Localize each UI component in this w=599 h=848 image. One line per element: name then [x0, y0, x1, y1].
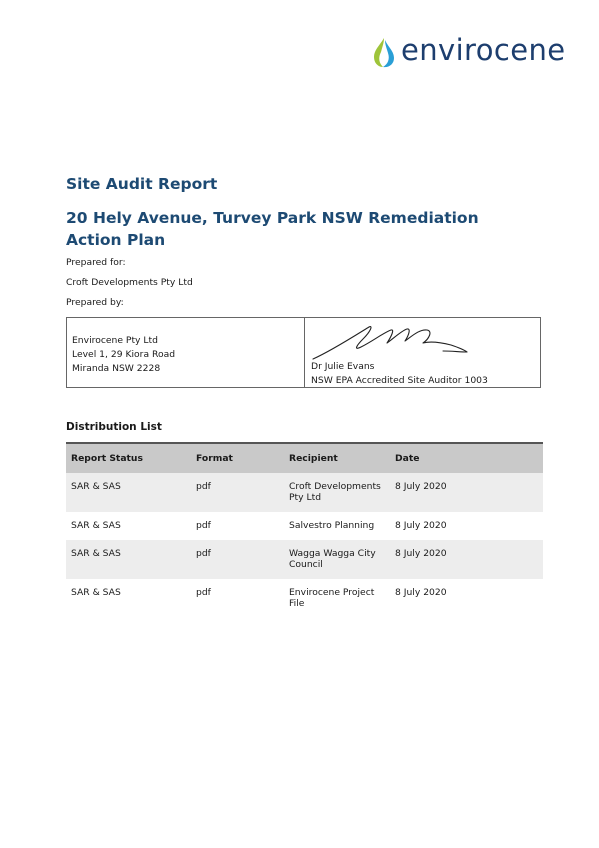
table-cell: Salvestro Planning — [289, 520, 375, 531]
table-header-row — [66, 443, 543, 473]
table-row — [66, 473, 543, 512]
table-cell: Croft Developments Pty Ltd — [284, 473, 390, 512]
address-line: Miranda NSW 2228 — [72, 363, 161, 374]
table-row — [66, 540, 543, 579]
prepared-for-value: Croft Developments Pty Ltd — [66, 277, 193, 288]
table-cell: SAR & SAS — [71, 520, 121, 531]
table-cell: 8 July 2020 — [395, 587, 447, 598]
column-header: Date — [390, 443, 543, 473]
auditor-signature — [311, 321, 481, 361]
report-title: Site Audit Report — [66, 175, 218, 193]
logo-wordmark: envirocene — [401, 33, 566, 67]
table-cell: Wagga Wagga City Council — [284, 540, 390, 579]
distribution-table — [66, 442, 543, 618]
column-header: Recipient — [284, 443, 390, 473]
table-row — [66, 512, 543, 540]
table-cell: Envirocene Project File — [289, 587, 375, 609]
table-cell: pdf — [196, 520, 211, 531]
envirocene-logo — [370, 33, 575, 72]
distribution-heading: Distribution List — [66, 421, 162, 433]
box-divider — [304, 318, 305, 387]
water-drop-logo-icon — [370, 36, 400, 70]
table-cell: 8 July 2020 — [395, 520, 447, 531]
address-line: Level 1, 29 Kiora Road — [72, 349, 176, 360]
prepared-by-box — [66, 317, 541, 388]
address-line: Envirocene Pty Ltd — [72, 335, 158, 346]
table-cell: pdf — [191, 473, 284, 512]
table-cell: SAR & SAS — [71, 587, 121, 598]
project-title: 20 Hely Avenue, Turvey Park NSW Remediation Action Plan — [66, 209, 479, 249]
auditor-name: Dr Julie Evans — [311, 361, 375, 372]
table-cell: 8 July 2020 — [390, 540, 543, 579]
table-cell: SAR & SAS — [66, 473, 191, 512]
auditor-title: NSW EPA Accredited Site Auditor 1003 — [311, 375, 488, 386]
column-header: Report Status — [66, 443, 191, 473]
table-cell: 8 July 2020 — [390, 473, 543, 512]
column-header: Format — [191, 443, 284, 473]
table-cell: pdf — [196, 587, 211, 598]
prepared-for-label: Prepared for: — [66, 257, 126, 268]
table-cell: pdf — [191, 540, 284, 579]
table-cell: SAR & SAS — [66, 540, 191, 579]
prepared-by-label: Prepared by: — [66, 297, 124, 308]
table-row — [66, 579, 543, 618]
